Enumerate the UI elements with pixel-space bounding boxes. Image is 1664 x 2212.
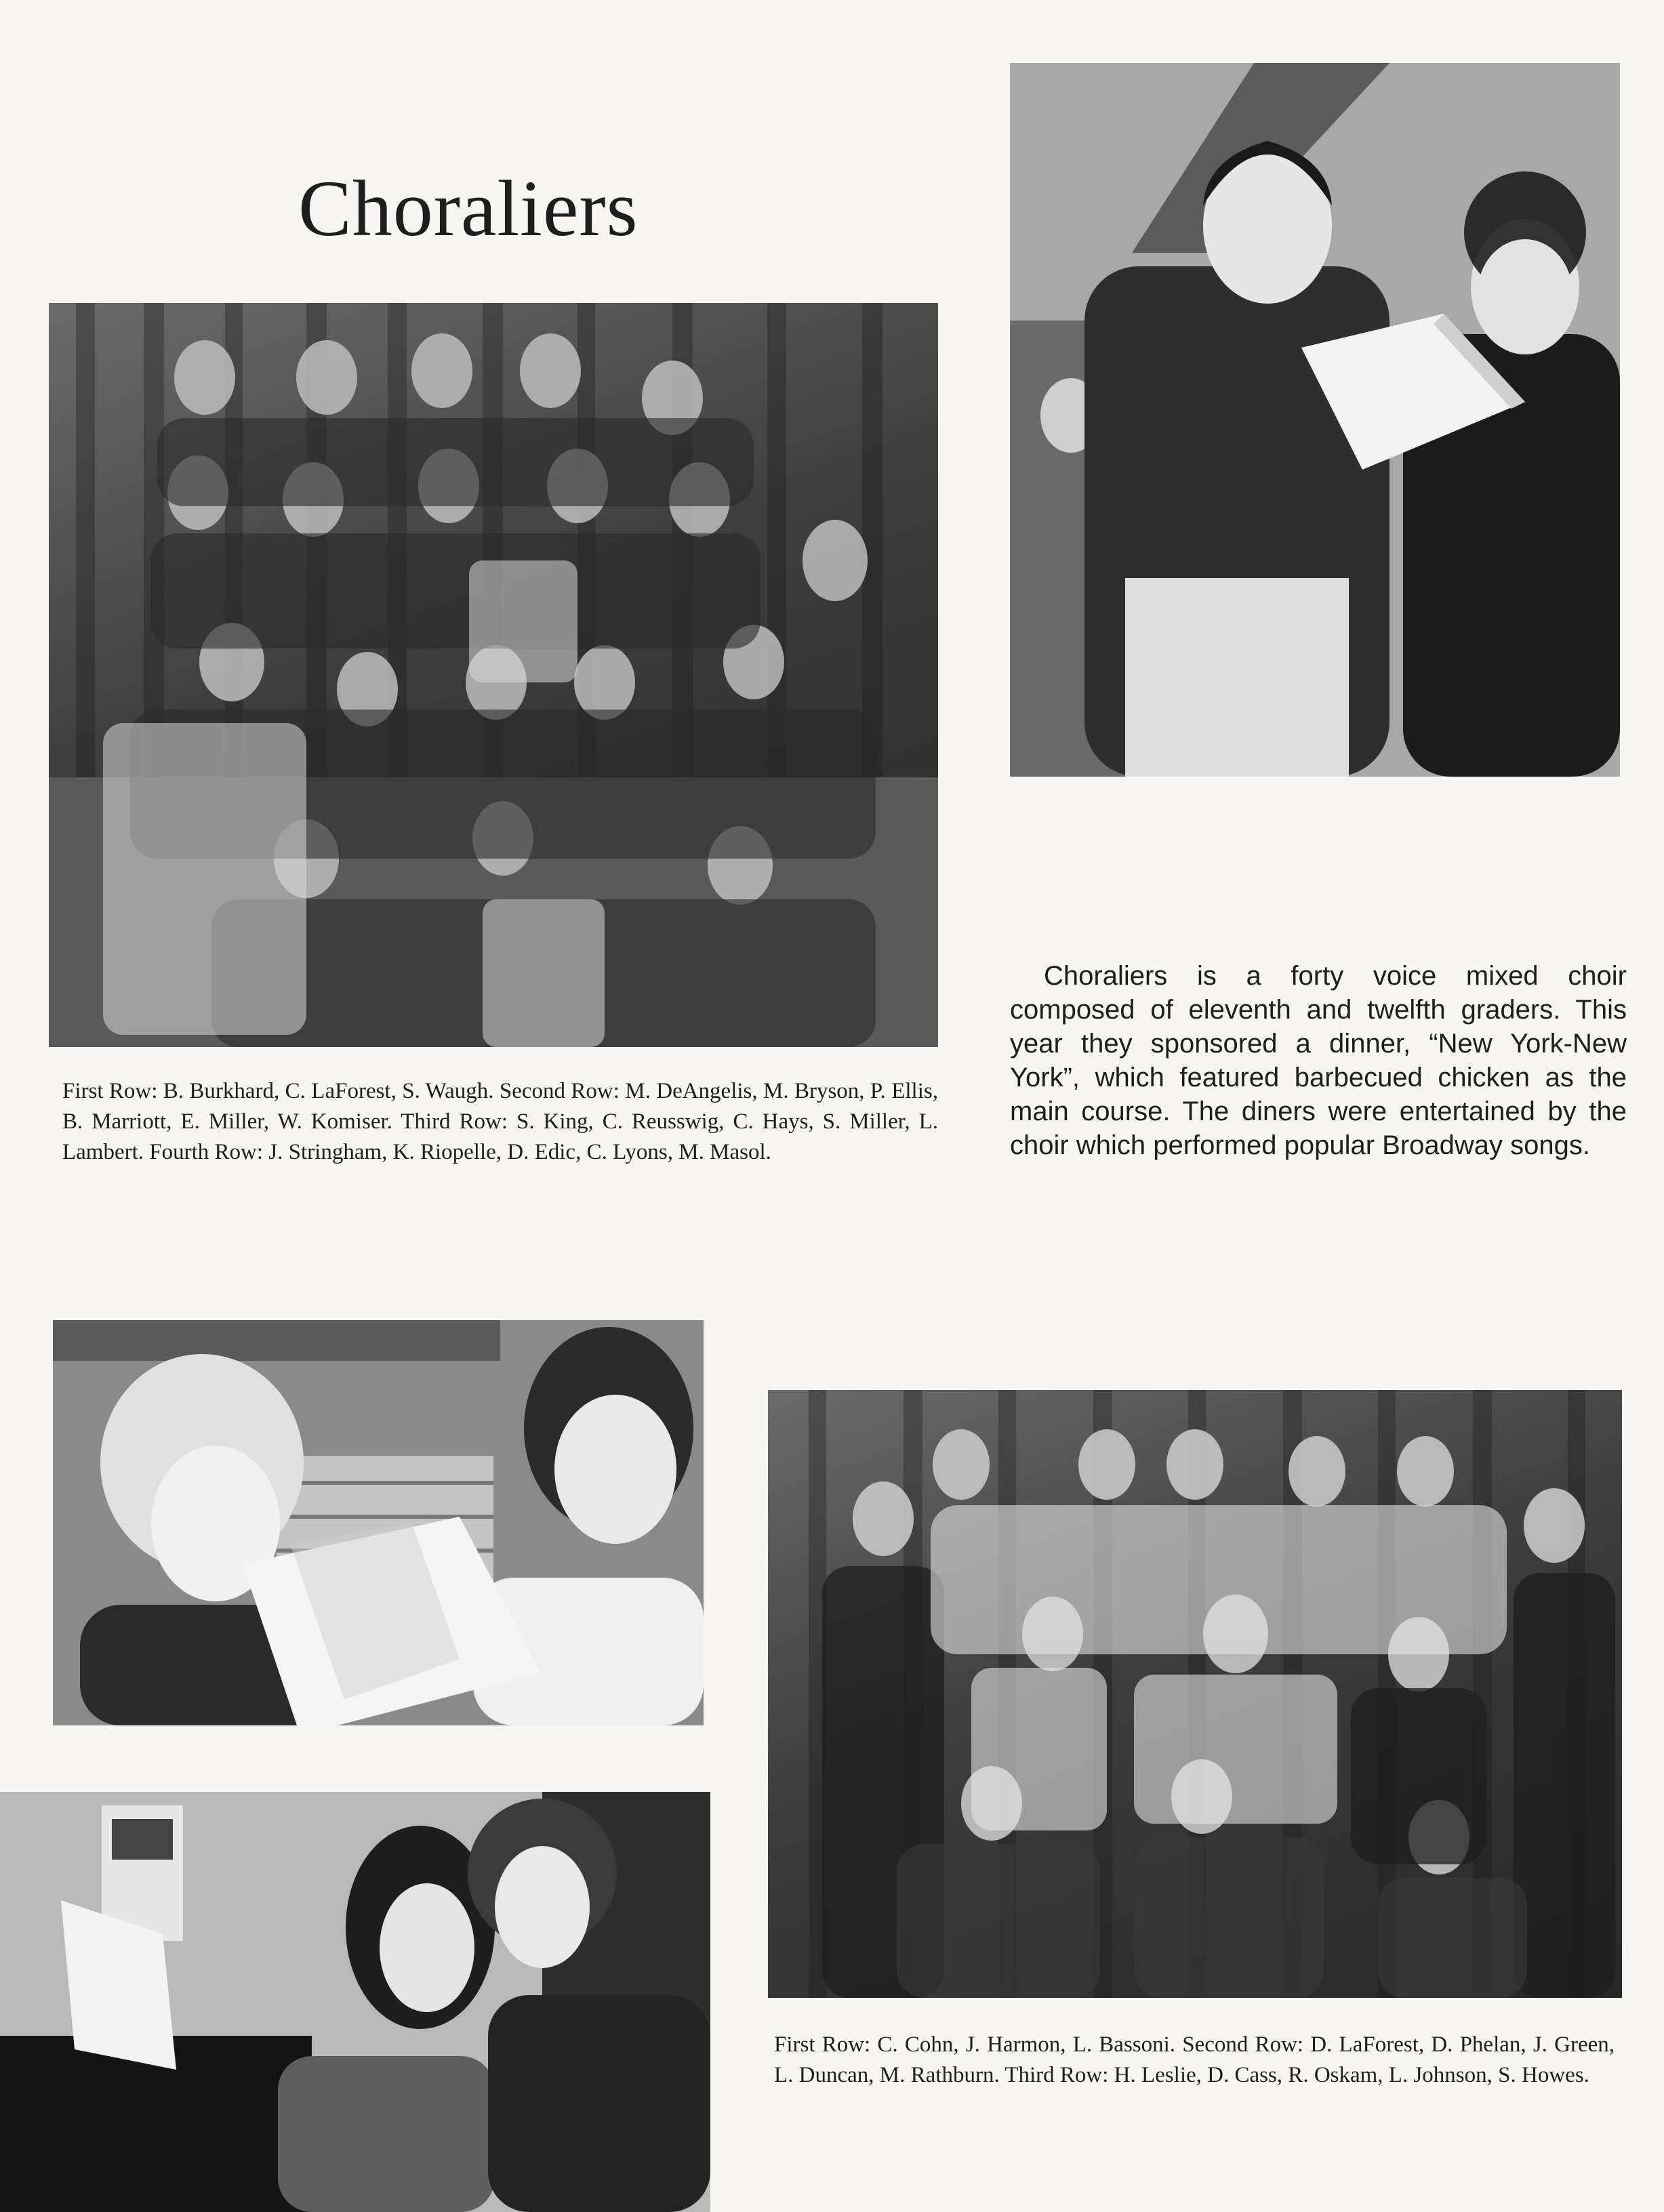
group-photo-bottom xyxy=(768,1390,1622,1998)
group-photo-top xyxy=(49,303,938,1047)
bottom-group-caption: First Row: C. Cohn, J. Harmon, L. Bassoni. Second Row: D. LaForest, D. Phelan, J. Green, L. Duncan, M. Rathburn. Third Row: H. Leslie, D. Cass, R. Oskam, L. Johnson, S. Howes. xyxy=(774,2032,1615,2087)
top-group-caption: First Row: B. Burkhard, C. LaForest, S. Waugh. Second Row: M. DeAngelis, M. Bryson, P. Ellis, B. Marriott, E. Miller, W. Komiser. Third Row: S. King, C. Reusswig, C. Hays, S. Miller, L. Lambert. Fourth Row: J. Stringham, K. Riopelle, D. Edic, C. Lyons, M. Masol. xyxy=(62,1079,938,1164)
piano-duo xyxy=(0,1792,710,2212)
two-girls-reading-music xyxy=(53,1320,704,1725)
description-paragraph: Choraliers is a forty voice mixed choir composed of eleventh and twelfth graders. This year they sponsored a dinner, “New York-New York”, which featured barbecued chicken as the main course. The diners were entertained by the choir which performed popular Broadway songs. xyxy=(1010,961,1627,1160)
page-title: Choraliers xyxy=(298,164,638,253)
two-students-reading-music xyxy=(1010,63,1620,777)
